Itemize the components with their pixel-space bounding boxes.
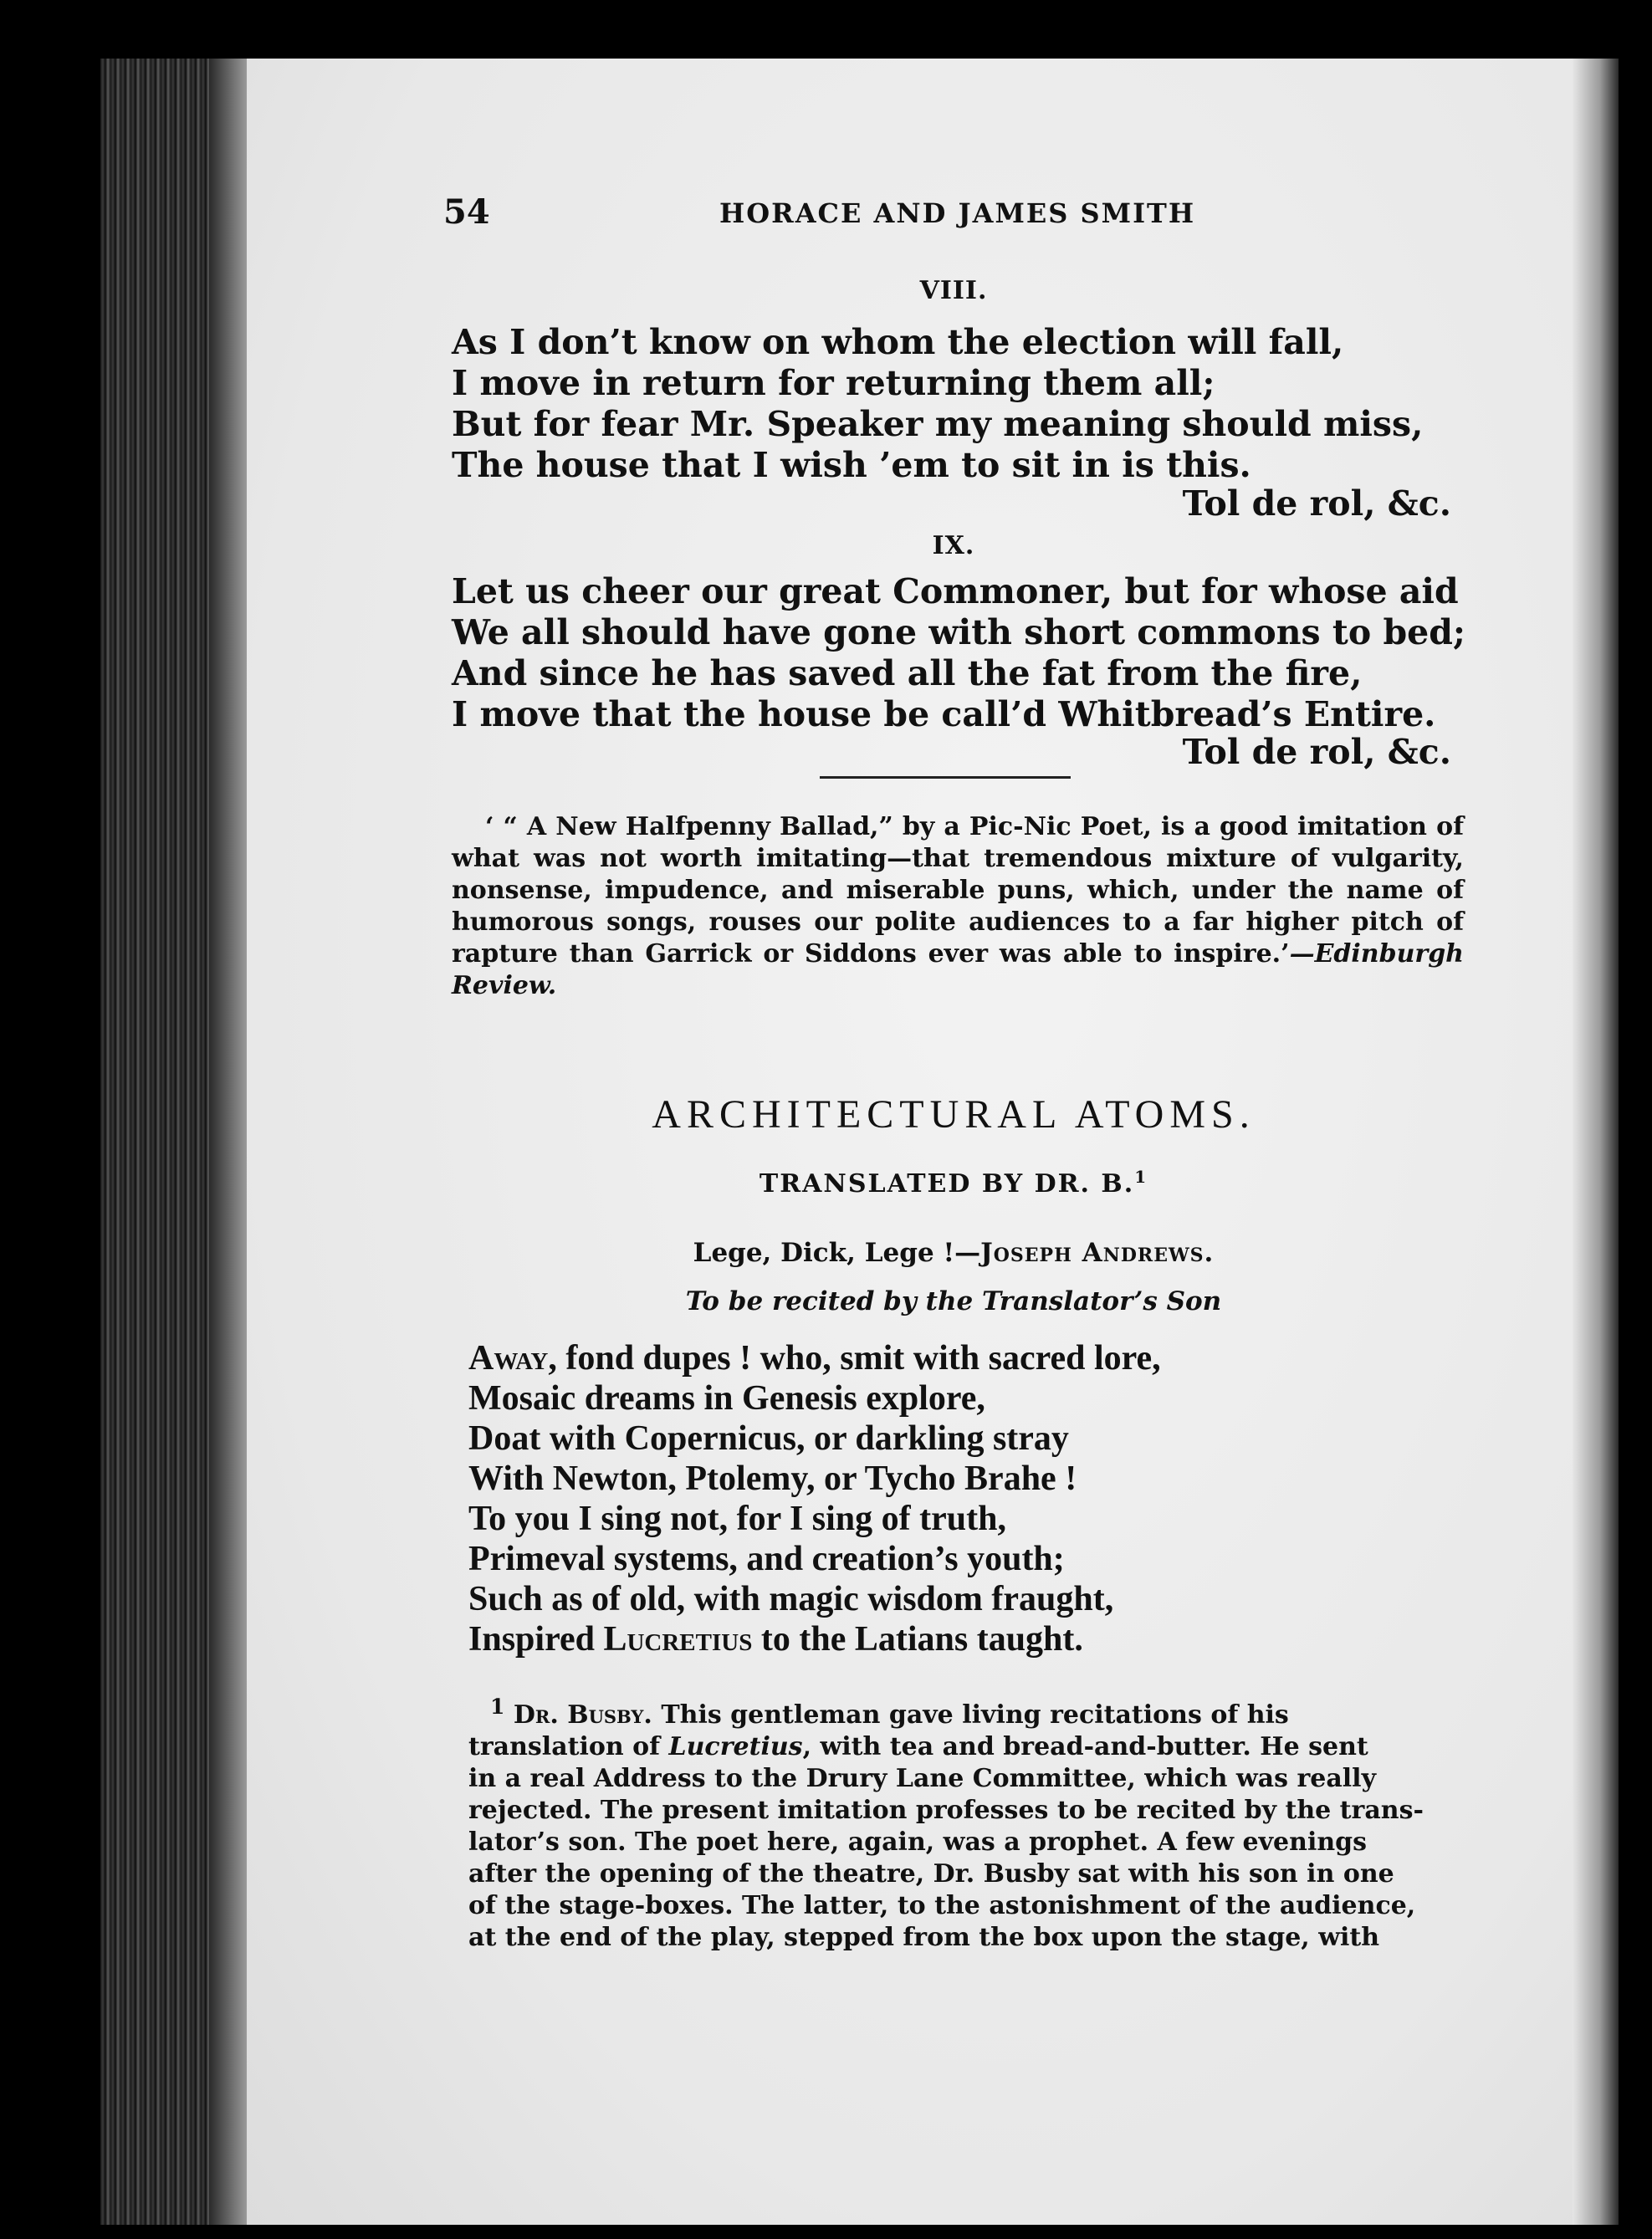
section-divider-rule	[820, 776, 1071, 779]
verse-line: I move that the house be call’d Whitbread’s Entire.	[452, 694, 1436, 734]
stanza-number-viii: VIII.	[919, 276, 988, 305]
epigraph	[443, 1238, 1464, 1268]
poem-line: Primeval systems, and creation’s youth;	[468, 1540, 1065, 1578]
poem-line: With Newton, Ptolemy, or Tycho Brahe !	[468, 1459, 1077, 1498]
verse-line: The house that I wish ’em to sit in is this.	[452, 445, 1251, 485]
poem-line	[468, 1338, 1472, 1378]
stanza-viii-refrain: Tol de rol, &c.	[1182, 483, 1451, 524]
poem-body	[468, 1338, 1472, 1659]
stanza-number-ix: IX.	[932, 531, 975, 560]
footnote-line: of the stage-boxes. The latter, to the astonishment of the audience,	[468, 1891, 1416, 1920]
stanza-viii-verse	[452, 322, 1472, 486]
poem-line: Such as of old, with magic wisdom fraught,	[468, 1580, 1114, 1618]
poem-line-rest: , fond dupes ! who, smit with sacred lore,	[548, 1339, 1161, 1378]
poem-line-start: Inspired	[468, 1620, 604, 1659]
review-note-source: —Edinburgh Review.	[452, 939, 1464, 1000]
epigraph-source: Joseph Andrews.	[980, 1238, 1215, 1268]
epigraph-text: Lege, Dick, Lege !—	[693, 1238, 981, 1268]
footnote-line: after the opening of the theatre, Dr. Busby sat with his son in one	[468, 1859, 1394, 1889]
footnote-name: Dr. Busby.	[513, 1700, 652, 1730]
section-subtitle-text: TRANSLATED BY DR. B.	[759, 1169, 1135, 1199]
poem-first-word: Away	[468, 1339, 549, 1378]
footnote-text: translation of	[468, 1732, 669, 1761]
page-gutter-shadow	[209, 59, 247, 2225]
page-fore-edge	[1573, 59, 1619, 2225]
footnote-line: at the end of the play, stepped from the box upon the stage, with	[468, 1923, 1380, 1952]
review-note-text: ‘ “ A New Halfpenny Ballad,” by a Pic-Nic Poet, is a good imitation of what was not worth imitating—that tremendous mixture of vulgarity, nonsense, impudence, and miserable puns, which, under the name of humorous songs, rouses our polite audiences to a far higher pitch of rapture than Garrick or Siddons ever was able to inspire.’	[452, 812, 1464, 969]
verse-line: We all should have gone with short commons to bed;	[452, 612, 1466, 652]
footnote-line-rest: This gentleman gave living recitations of his	[652, 1700, 1289, 1730]
running-head	[443, 192, 1464, 243]
poem-name-lucretius: Lucretius	[603, 1620, 753, 1659]
verse-line: And since he has saved all the fat from the fire,	[452, 653, 1363, 693]
footnote-italic: Lucretius	[668, 1732, 803, 1761]
footnote-line: rejected. The present imitation professes to be recited by the trans-	[468, 1796, 1424, 1825]
section-title: ARCHITECTURAL ATOMS.	[652, 1092, 1256, 1137]
footnote-reference: 1	[1134, 1167, 1148, 1187]
verse-line: I move in return for returning them all;	[452, 363, 1215, 403]
poem-line: Doat with Copernicus, or darkling stray	[468, 1419, 1069, 1458]
section-subtitle	[443, 1167, 1464, 1199]
footnote-line: in a real Address to the Drury Lane Committee, which was really	[468, 1764, 1377, 1793]
verse-line: As I don’t know on whom the election will fall,	[452, 322, 1344, 362]
footnote	[468, 1691, 1464, 1954]
verse-line: Let us cheer our great Commoner, but for whose aid	[452, 571, 1459, 611]
stanza-ix-refrain: Tol de rol, &c.	[1182, 732, 1451, 772]
poem-line	[468, 1619, 1472, 1659]
recital-note: To be recited by the Translator’s Son	[685, 1286, 1222, 1316]
footnote-text: , with tea and bread-and-butter. He sent	[802, 1732, 1368, 1761]
review-note	[452, 811, 1464, 1002]
verse-line: But for fear Mr. Speaker my meaning should miss,	[452, 404, 1424, 444]
running-head-title: HORACE AND JAMES SMITH	[719, 197, 1196, 229]
scan-border-right	[1619, 59, 1652, 2225]
footnote-line: lator’s son. The poet here, again, was a prophet. A few evenings	[468, 1827, 1368, 1857]
poem-line: To you I sing not, for I sing of truth,	[468, 1500, 1006, 1538]
footnote-marker: 1	[490, 1695, 505, 1719]
poem-line: Mosaic dreams in Genesis explore,	[468, 1379, 985, 1418]
footnote-line	[468, 1691, 1464, 1731]
page-number: 54	[443, 192, 490, 232]
poem-line-end: to the Latians taught.	[752, 1620, 1083, 1659]
footnote-line	[468, 1731, 1464, 1763]
stanza-ix-verse	[452, 571, 1472, 735]
